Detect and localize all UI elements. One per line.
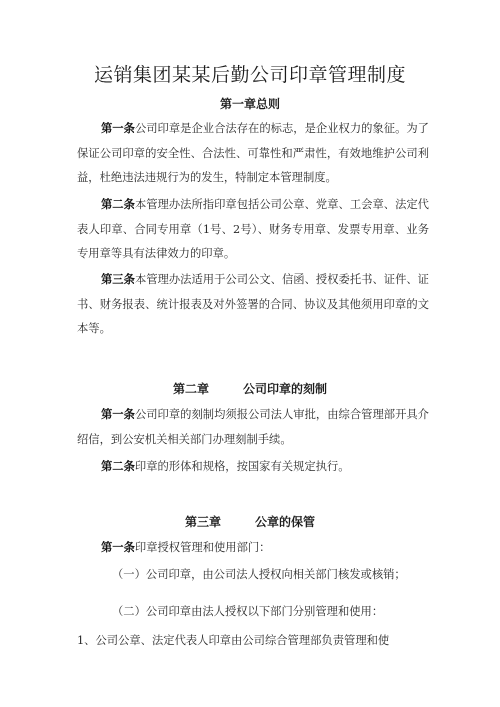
ch1-article-3 [77,267,429,342]
ch1-article-2-text: 本管理办法所指印章包括公司公章、党章、工会章、法定代表人印章、合同专用章（1号、2号）、财务专用章、发票专用章、业务专用章等具有法律效力的印章。 [77,198,429,260]
document-title: 运销集团某某后勤公司印章管理制度 [93,64,406,86]
ch3-item-3: 1、公司公章、法定代表人印章由公司综合管理部负责管理和使 [77,634,390,647]
ch3-item-1: （一）公司印章，由公司法人授权向相关部门核发或核销； [112,568,406,581]
ch1-article-1-text: 公司印章是企业合法存在的标志，是企业权力的象征。为了保证公司印章的安全性、合法性、可靠性和严肃性，有效地维护公司利益，杜绝违法违规行为的发生，特制定本管理制度。 [77,122,429,184]
ch1-article-1-label: 第一条 [101,121,135,135]
chapter-2-number: 第二章 [172,382,209,396]
ch1-article-1 [77,116,429,191]
chapter-3-number: 第三章 [184,515,221,529]
ch2-article-2 [77,454,429,480]
ch1-article-2-label: 第二条 [101,197,135,211]
ch1-article-3-text: 本管理办法适用于公司公文、信函、授权委托书、证件、证书、财务报表、统计报表及对外签署的合同、协议及其他须用印章的文本等。 [77,273,429,335]
ch1-article-3-label: 第三条 [101,272,135,286]
ch3-item-2: （二）公司印章由法人授权以下部门分别管理和使用： [112,605,384,618]
ch2-article-1-text: 公司印章的刻制均须报公司法人审批，由综合管理部开具介绍信，到公安机关相关部门办理刻制手续。 [77,408,429,446]
ch2-article-1 [77,402,429,452]
ch1-article-2 [77,192,429,267]
ch2-article-2-label: 第二条 [101,459,135,473]
ch3-article-1 [77,535,429,561]
chapter-3-heading [0,513,500,530]
chapter-2-name: 公司印章的刻制 [243,382,328,396]
chapter-3-name: 公章的保管 [255,515,316,529]
ch2-article-1-label: 第一条 [101,407,135,421]
ch3-article-1-text: 印章授权管理和使用部门： [134,541,271,554]
ch2-article-2-text: 印章的形体和规格，按国家有关规定执行。 [134,460,350,473]
chapter-1-heading: 第一章总则 [219,97,280,111]
chapter-2-heading [0,380,500,397]
ch3-article-1-label: 第一条 [101,540,135,554]
